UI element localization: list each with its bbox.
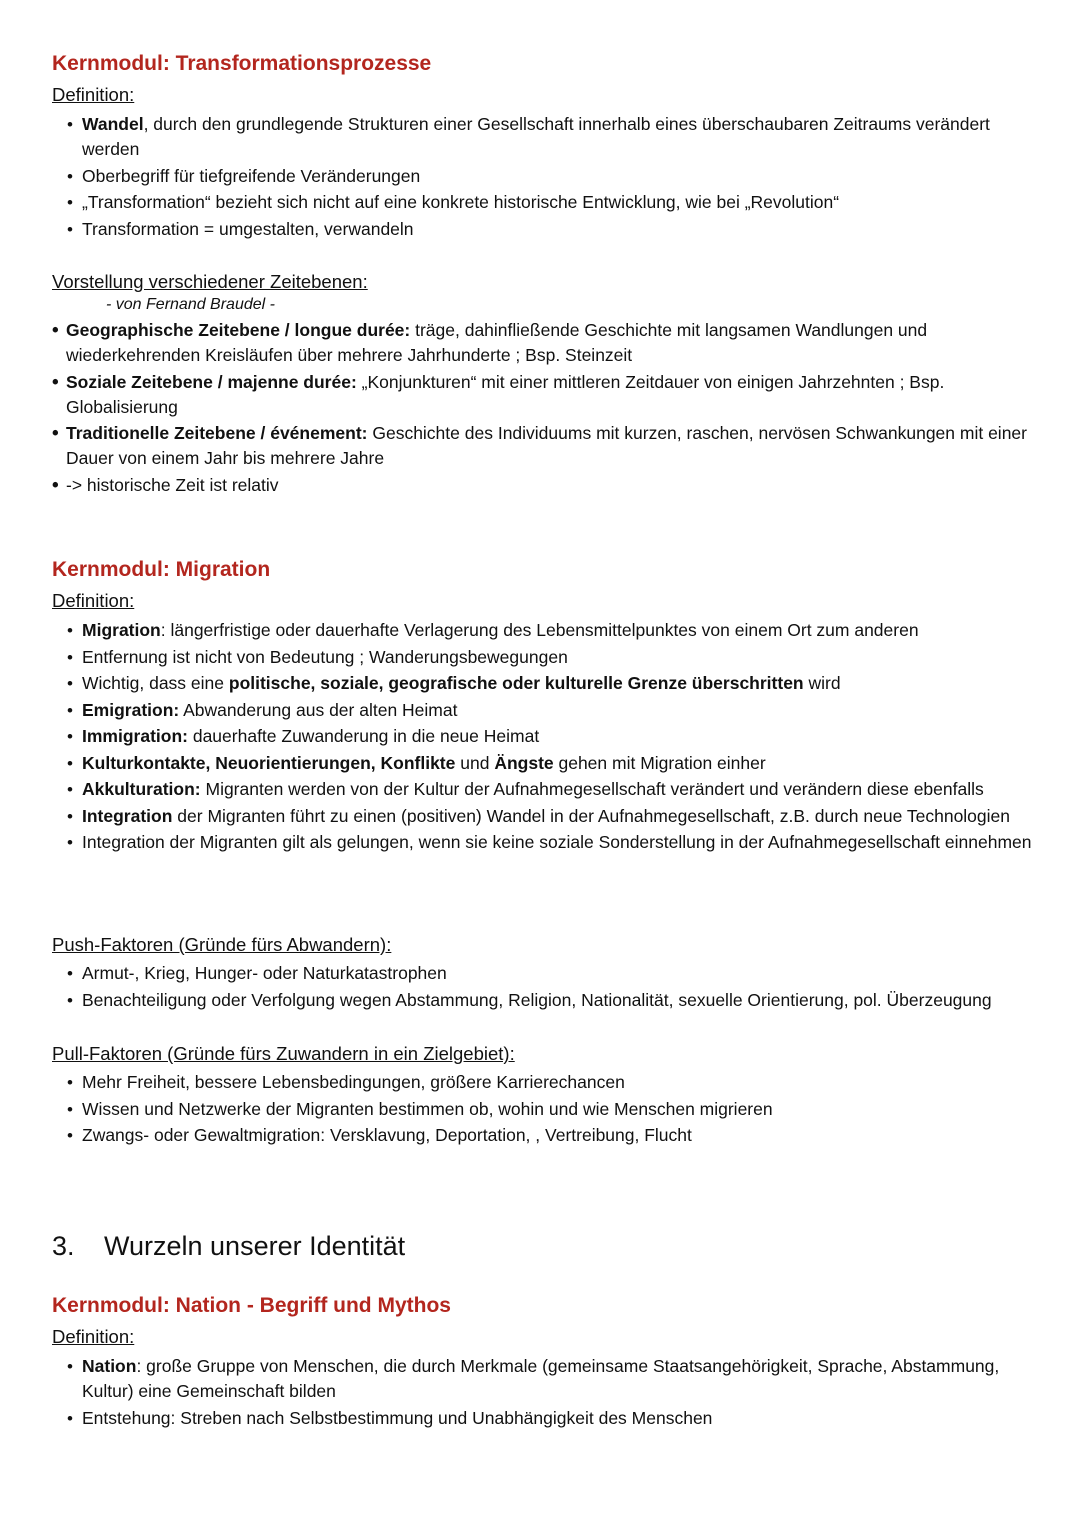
list-item: • Oberbegriff für tiefgreifende Veränderungen — [52, 164, 1042, 189]
pull-label: Pull-Faktoren (Gründe fürs Zuwandern in ein Zielgebiet): — [52, 1043, 515, 1064]
list-item: • Integration der Migranten gilt als gelungen, wenn sie keine soziale Sonderstellung in der Aufnahmegesellschaft einnehmen — [52, 830, 1042, 855]
list-item: • Entstehung: Streben nach Selbstbestimmung und Unabhängigkeit des Menschen — [52, 1406, 1042, 1431]
list-item: • Wichtig, dass eine politische, soziale, geografische oder kulturelle Grenze überschritten wird — [52, 671, 1042, 696]
section-push — [52, 933, 1042, 1014]
definition-label: Definition: — [52, 590, 135, 611]
definition-list — [52, 1354, 1042, 1431]
list-item: • Immigration: dauerhafte Zuwanderung in die neue Heimat — [52, 724, 1042, 749]
list-item: • Entfernung ist nicht von Bedeutung ; Wanderungsbewegungen — [52, 645, 1042, 670]
list-item: • Soziale Zeitebene / majenne durée: „Konjunkturen“ mit einer mittleren Zeitdauer von einigen Jahrzehnten ; Bsp. Globalisierung — [52, 370, 1042, 420]
section-nation — [52, 1293, 1042, 1432]
list-item: • Wissen und Netzwerke der Migranten bestimmen ob, wohin und wie Menschen migrieren — [52, 1097, 1042, 1122]
section-title: Kernmodul: Nation - Begriff und Mythos — [52, 1294, 451, 1317]
list-item: • „Transformation“ bezieht sich nicht auf eine konkrete historische Entwicklung, wie bei „Revolution“ — [52, 190, 1042, 215]
list-item: • -> historische Zeit ist relativ — [52, 473, 1042, 498]
list-item: • Armut-, Krieg, Hunger- oder Naturkatastrophen — [52, 961, 1042, 986]
push-label: Push-Faktoren (Gründe fürs Abwandern): — [52, 934, 392, 955]
list-item: • Kulturkontakte, Neuorientierungen, Konflikte und Ängste gehen mit Migration einher — [52, 751, 1042, 776]
list-item: • Geographische Zeitebene / longue durée: träge, dahinfließende Geschichte mit langsamen Wandlungen und wiederkehrenden Kreisläufen über mehrere Jahrhunderte ; Bsp. Steinzeit — [52, 318, 1042, 368]
list-item: • Zwangs- oder Gewaltmigration: Versklavung, Deportation, , Vertreibung, Flucht — [52, 1123, 1042, 1148]
definition-list — [52, 618, 1042, 855]
list-item: • Emigration: Abwanderung aus der alten Heimat — [52, 698, 1042, 723]
section-pull — [52, 1042, 1042, 1150]
definition-list — [52, 112, 1042, 242]
author-note: - von Fernand Braudel - — [106, 296, 275, 313]
chapter-title: Wurzeln unserer Identität — [104, 1231, 406, 1261]
section-title: Kernmodul: Transformationsprozesse — [52, 52, 432, 75]
list-item: • Integration der Migranten führt zu einen (positiven) Wandel in der Aufnahmegesellschaft, z.B. durch neue Technologien — [52, 804, 1042, 829]
list-item: • Nation: große Gruppe von Menschen, die durch Merkmale (gemeinsame Staatsangehörigkeit, Sprache, Abstammung, Kultur) eine Gemeinschaft bilden — [52, 1354, 1042, 1404]
list-item: • Mehr Freiheit, bessere Lebensbedingungen, größere Karrierechancen — [52, 1070, 1042, 1095]
list-item: • Wandel, durch den grundlegende Strukturen einer Gesellschaft innerhalb eines überschaubaren Zeitraums verändert werden — [52, 112, 1042, 162]
push-list — [52, 961, 1042, 1013]
list-item: • Transformation = umgestalten, verwandeln — [52, 217, 1042, 242]
zeitebenen-list — [52, 318, 1042, 498]
pull-list — [52, 1070, 1042, 1148]
definition-label: Definition: — [52, 84, 135, 105]
section-title: Kernmodul: Migration — [52, 558, 271, 581]
chapter-number: 3. — [52, 1231, 75, 1261]
chapter-heading — [52, 1229, 1042, 1263]
list-item: • Traditionelle Zeitebene / événement: Geschichte des Individuums mit kurzen, raschen, nervösen Schwankungen mit einer Dauer von einem Jahr bis mehrere Jahre — [52, 421, 1042, 471]
zeitebenen-label: Vorstellung verschiedener Zeitebenen: — [52, 271, 368, 292]
list-item: • Akkulturation: Migranten werden von der Kultur der Aufnahmegesellschaft verändert und verändern diese ebenfalls — [52, 777, 1042, 802]
definition-label: Definition: — [52, 1326, 135, 1347]
list-item: • Migration: längerfristige oder dauerhafte Verlagerung des Lebensmittelpunktes von einem Ort zum anderen — [52, 618, 1042, 643]
section-migration — [52, 557, 1042, 857]
section-zeitebenen — [52, 270, 1042, 499]
list-item: • Benachteiligung oder Verfolgung wegen Abstammung, Religion, Nationalität, sexuelle Orientierung, pol. Überzeugung — [52, 988, 1042, 1013]
section-transformation — [52, 51, 1042, 243]
